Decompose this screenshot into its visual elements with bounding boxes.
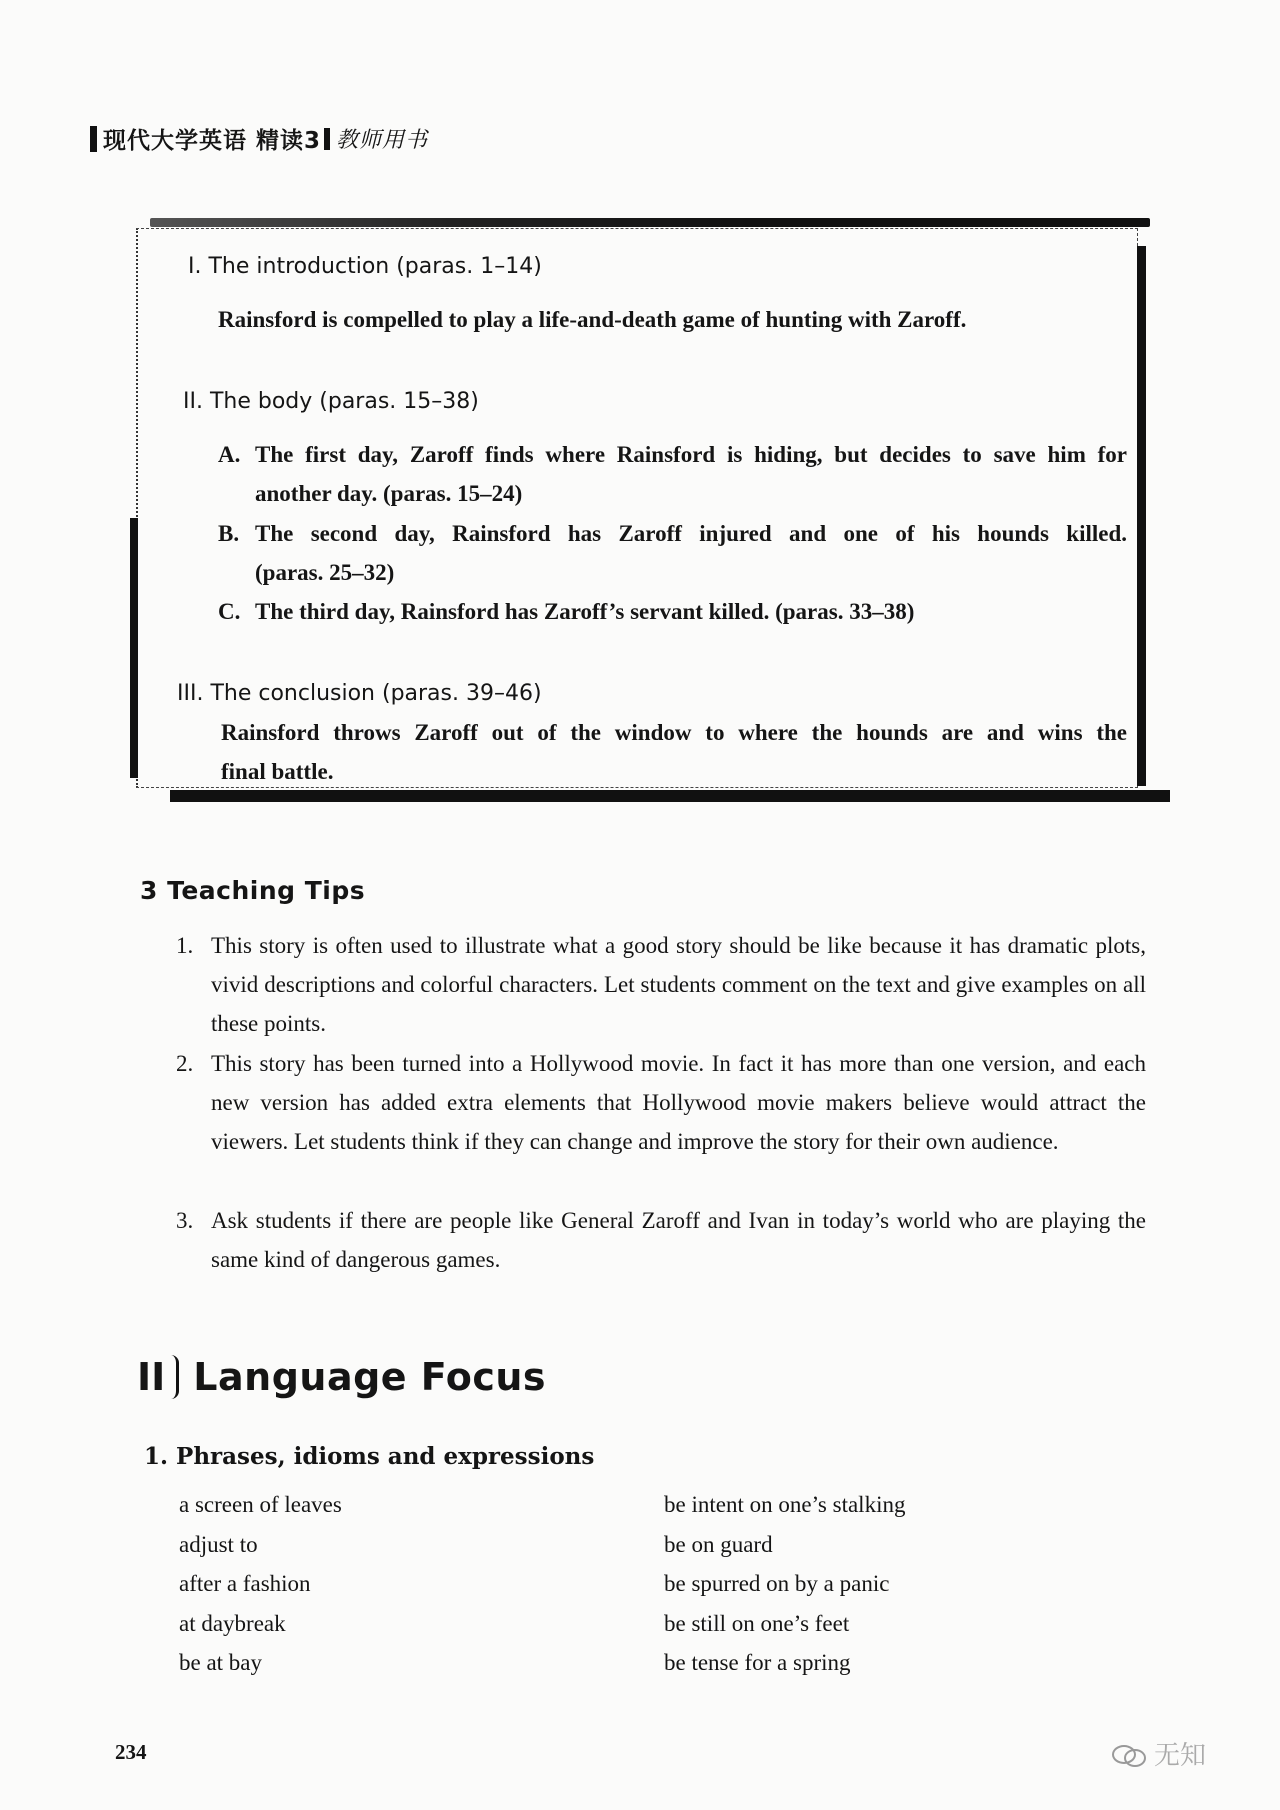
outline-item-text: The second day, Rainsford has Zaroff injured and one of his hounds killed. (255, 521, 1127, 546)
outline-item-label: C. (218, 599, 241, 624)
phrases-column-right (664, 1485, 905, 1683)
outline-item-text: another day. (paras. 15–24) (255, 481, 523, 506)
phrase-item: at daybreak (179, 1610, 286, 1636)
outline-item-text: (paras. 25–32) (255, 560, 395, 585)
outline-conclusion-text: final battle. (221, 759, 334, 784)
phrase-item: be tense for a spring (664, 1650, 851, 1675)
outline-introduction-text: Rainsford is compelled to play a life-and-death game of hunting with Zaroff. (218, 307, 967, 332)
outline-item-text: The first day, Zaroff finds where Rainsford is hiding, but decides to save him for (255, 442, 1127, 467)
header-bar-mark-2 (324, 128, 330, 150)
box-bottom-border (170, 790, 1170, 802)
phrase-item: be at bay (179, 1650, 263, 1675)
book-title: 现代大学英语 精读3 (103, 128, 322, 154)
list-item-number: 3. (176, 1208, 194, 1233)
outline-item-label: A. (218, 442, 241, 467)
book-header (90, 122, 428, 155)
outline-heading-conclusion: III. The conclusion (paras. 39–46) (177, 681, 542, 706)
list-item-text: This story has been turned into a Hollywood movie. In fact it has more than one version, and each new version has added extra elements that Hollywood movie makers believe would attract the viewers. Let students think if they can change and improve the story for their own audience. (211, 1051, 1146, 1154)
box-left-border (130, 518, 138, 778)
phrase-item: be on guard (664, 1531, 773, 1557)
phrase-item: adjust to (179, 1531, 258, 1557)
box-right-border (1137, 246, 1146, 786)
chat-bubbles-icon (1112, 1743, 1146, 1765)
phrase-item: be intent on one’s stalking (664, 1492, 906, 1517)
phrase-item: a screen of leaves (179, 1492, 342, 1517)
watermark (1112, 1735, 1206, 1772)
phrase-item: after a fashion (179, 1571, 311, 1596)
list-item-number: 2. (176, 1051, 194, 1076)
phrase-item: be spurred on by a panic (664, 1571, 890, 1596)
section-heading-language-focus (137, 1355, 546, 1399)
box-top-border (150, 218, 1150, 227)
section-number: II (137, 1355, 166, 1399)
list-item-text: Ask students if there are people like General Zaroff and Ivan in today’s world who are playing the same kind of dangerous games. (211, 1208, 1146, 1272)
outline-item-label: B. (218, 521, 240, 546)
phrase-item: be still on one’s feet (664, 1610, 850, 1636)
list-item-text: This story is often used to illustrate what a good story should be like because it has dramatic plots, vivid descriptions and colorful characters. Let students comment on the text and give examples on all these points. (211, 933, 1146, 1036)
bracket-mark (171, 1355, 179, 1399)
header-bar-mark (90, 126, 97, 152)
outline-heading-introduction: I. The introduction (paras. 1–14) (188, 254, 542, 279)
outline-item-text: The third day, Rainsford has Zaroff’s servant killed. (paras. 33–38) (255, 599, 915, 624)
outline-conclusion-text: Rainsford throws Zaroff out of the window to where the hounds are and wins the (221, 720, 1127, 745)
outline-heading-body: II. The body (paras. 15–38) (183, 389, 479, 414)
section-title: Language Focus (193, 1355, 547, 1399)
list-item-number: 1. (176, 933, 194, 958)
phrases-heading: 1. Phrases, idioms and expressions (144, 1443, 595, 1470)
watermark-text: 无知 (1154, 1741, 1207, 1771)
page-number: 234 (115, 1740, 147, 1764)
phrases-column-left (179, 1485, 342, 1683)
book-subtitle: 教师用书 (336, 128, 429, 153)
section-heading-teaching-tips: 3 Teaching Tips (140, 876, 366, 905)
